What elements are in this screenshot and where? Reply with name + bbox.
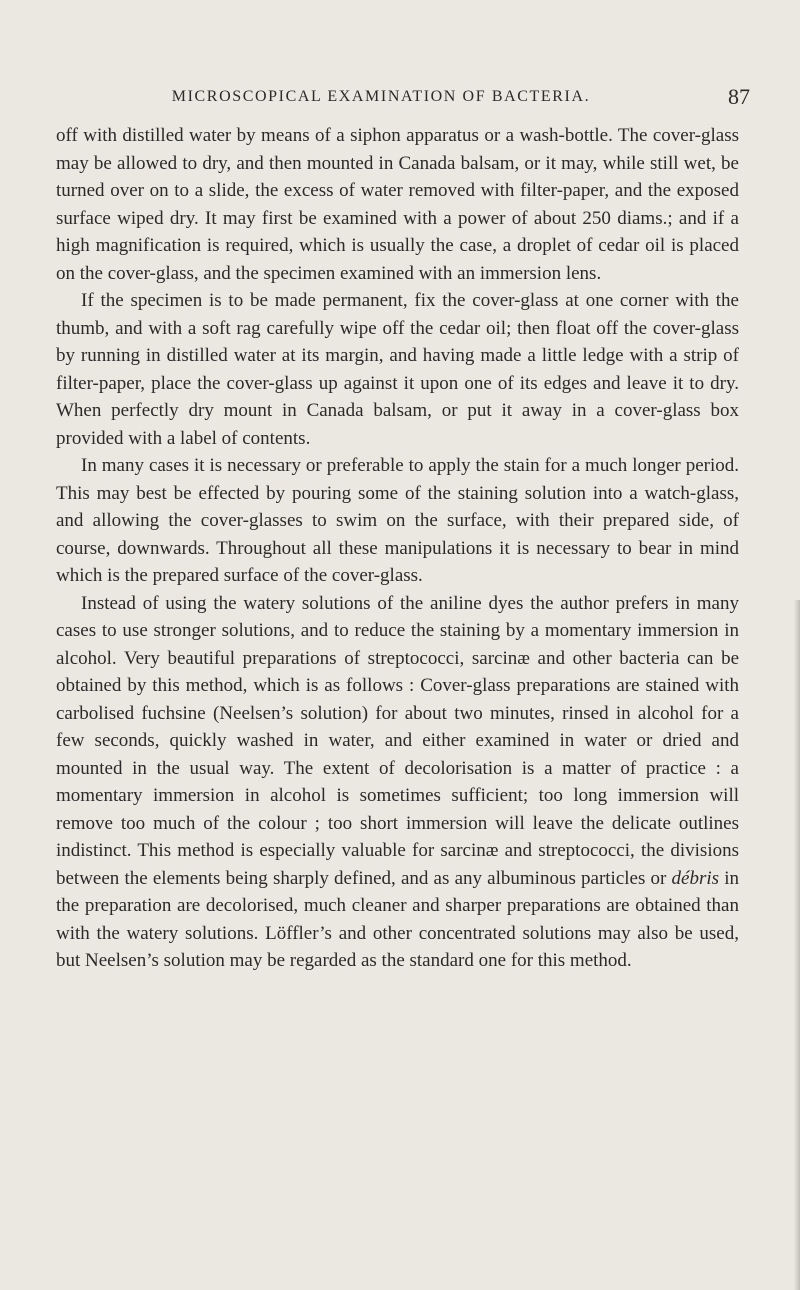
paragraph-4-part-2: in the preparation are decolorised, much cleaner and sharper preparations are obtained than with the watery solutions. Löffler’s and other concentrated solutions may also be used, but Neelsen’s solution may be regarded as the standard one for this method.	[56, 867, 740, 971]
paragraph-2: If the specimen is to be made permanent, fix the cover-glass at one corner with the thumb, and with a soft rag carefully wipe off the cedar oil; then float off the cover-glass by running in distilled water at its margin, and having made a little ledge with a strip of filter-paper, place the cover-glass up against it upon one of its edges and leave it to dry. When perfectly dry mount in Canada balsam, or put it away in a cover-glass box provided with a label of contents.	[56, 290, 739, 449]
body-text	[56, 122, 739, 975]
page-number: 87	[728, 84, 750, 109]
paragraph-4-part-1: Instead of using the watery solutions of the aniline dyes the author prefers in many cases to use stronger solutions, and to reduce the staining by a momentary immersion in alcohol. Very beautiful preparations of streptococci, sarcinæ and other bacteria can be obtained by this method, which is as follows : Cover-glass preparations are stained with carbolised fuchsine (Neelsen’s solution) for about two minutes, rinsed in alcohol for a few seconds, quickly washed in water, and either examined in water or dried and mounted in the usual way. The extent of decolorisation is a matter of practice : a momentary immersion in alcohol is sometimes sufficient; too long immersion will remove too much of the colour ; too short immersion will leave the delicate outlines indistinct. This method is especially valuable for sarcinæ and streptococci, the divisions between the elements being sharply defined, and as any albuminous particles or	[56, 592, 739, 889]
page-edge-shadow	[794, 600, 800, 1290]
running-title: MICROSCOPICAL EXAMINATION OF BACTERIA.	[171, 88, 591, 105]
italic-term-debris: débris	[671, 867, 720, 889]
paragraph-4	[56, 590, 739, 975]
paragraph-1: off with distilled water by means of a siphon apparatus or a wash-bottle. The cover-glass may be allowed to dry, and then mounted in Canada balsam, or it may, while still wet, be turned over on to a slide, the excess of water removed with filter-paper, and the exposed surface wiped dry. It may first be examined with a power of about 250 diams.; and if a high magnification is required, which is usually the case, a droplet of cedar oil is placed on the cover-glass, and the specimen examined with an immersion lens.	[56, 125, 739, 284]
running-head	[56, 86, 796, 112]
paragraph-3: In many cases it is necessary or preferable to apply the stain for a much longer period. This may best be effected by pouring some of the staining solution into a watch-glass, and allowing the cover-glasses to swim on the surface, with their prepared side, of course, downwards. Throughout all these manipulations it is necessary to bear in mind which is the prepared surface of the cover-glass.	[56, 455, 739, 586]
